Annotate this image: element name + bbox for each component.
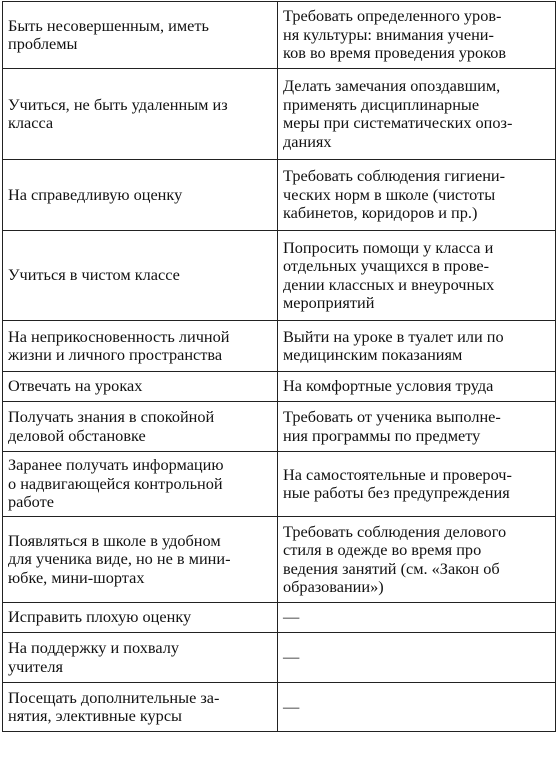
cell-line: Попросить помощи у класса и	[283, 237, 494, 257]
left-cell	[3, 517, 278, 603]
table-row	[3, 2, 556, 69]
table-row	[3, 603, 556, 633]
table-row	[3, 321, 556, 372]
cell-line: ков во время проведения уроков	[283, 43, 507, 63]
right-cell	[278, 517, 556, 603]
cell-line: Посещать дополнительные за-	[8, 687, 220, 707]
left-cell	[3, 231, 278, 321]
cell-line: образовании»)	[283, 577, 384, 596]
right-cell	[278, 160, 556, 231]
right-cell	[278, 372, 556, 402]
cell-line: меры при систематических опоз-	[283, 113, 513, 132]
right-cell	[278, 69, 556, 160]
cell-line: дении классных и внеурочных	[283, 274, 495, 294]
cell-line: применять дисциплинарные	[283, 94, 480, 114]
cell-line: кабинетов, коридоров и пр.)	[283, 203, 478, 223]
right-cell	[278, 603, 556, 633]
right-cell	[278, 321, 556, 372]
cell-line: Заранее получать информацию	[8, 455, 224, 475]
cell-line: Требовать от ученика выполне-	[283, 407, 501, 426]
left-cell	[3, 402, 278, 452]
cell-line: Учиться, не быть удаленным из	[8, 94, 228, 114]
right-cell	[278, 633, 556, 683]
left-cell	[3, 2, 278, 69]
cell-line: нятия, элективные курсы	[8, 706, 182, 725]
left-cell	[3, 683, 278, 732]
cell-line: Появляться в школе в удобном	[8, 530, 221, 550]
right-cell	[278, 2, 556, 69]
cell-line: работе	[8, 492, 54, 512]
cell-line: Учиться в чистом классе	[8, 265, 180, 285]
right-cell	[278, 402, 556, 452]
cell-line: Получать знания в спокойной	[8, 407, 215, 426]
cell-line: —	[283, 696, 300, 716]
cell-line: ведения занятий (см. «Закон об	[283, 558, 500, 578]
cell-line: —	[283, 647, 300, 667]
right-cell	[278, 683, 556, 732]
cell-line: На комфортные условия труда	[283, 376, 494, 396]
cell-line: На самостоятельные и провероч-	[283, 464, 512, 484]
left-cell	[3, 633, 278, 683]
cell-line: На справедливую оценку	[8, 184, 183, 204]
cell-line: Требовать соблюдения делового	[283, 521, 507, 541]
cell-line: ные работы без предупреждения	[283, 483, 510, 502]
cell-line: учителя	[8, 656, 63, 676]
cell-line: Отвечать на уроках	[8, 376, 143, 396]
cell-line: Делать замечания опоздавшим,	[283, 76, 501, 95]
cell-line: Выйти на уроке в туалет или по	[283, 326, 504, 346]
cell-line: проблемы	[8, 34, 78, 53]
cell-line: жизни и личного пространства	[8, 345, 223, 364]
table-row	[3, 231, 556, 321]
cell-line: класса	[8, 113, 54, 132]
table-row	[3, 683, 556, 732]
rights-duties-table	[2, 1, 556, 732]
left-cell	[3, 321, 278, 372]
right-cell	[278, 231, 556, 321]
left-cell	[3, 372, 278, 402]
left-cell	[3, 603, 278, 633]
left-cell	[3, 452, 278, 517]
cell-line: юбке, мини-шортах	[8, 567, 145, 587]
left-cell	[3, 69, 278, 160]
cell-line: —	[283, 607, 300, 627]
cell-line: ческих норм в школе (чистоты	[283, 184, 496, 204]
cell-line: ния программы по предмету	[283, 425, 481, 445]
cell-line: стиля в одежде во время про	[283, 540, 482, 559]
cell-line: отдельных учащихся в прове-	[283, 256, 490, 275]
cell-line: Требовать определенного уров-	[283, 6, 502, 26]
table-row	[3, 69, 556, 160]
cell-line: деловой обстановке	[8, 425, 146, 445]
cell-line: мероприятий	[283, 293, 375, 312]
cell-line: Исправить плохую оценку	[8, 607, 192, 627]
table-row	[3, 452, 556, 517]
cell-line: даниях	[283, 131, 332, 151]
cell-line: о надвигающейся контрольной	[8, 473, 223, 493]
cell-line: Требовать соблюдения гигиени-	[283, 166, 506, 186]
cell-line: На поддержку и похвалу	[8, 638, 179, 657]
left-cell	[3, 160, 278, 231]
cell-line: для ученика виде, но не в мини-	[8, 549, 231, 569]
cell-line: На неприкосновенность личной	[8, 326, 230, 346]
table-body	[3, 2, 556, 732]
table-row	[3, 633, 556, 683]
cell-line: Быть несовершенным, иметь	[8, 15, 209, 35]
cell-line: ня культуры: внимания учени-	[283, 24, 494, 44]
table-row	[3, 517, 556, 603]
table-row	[3, 160, 556, 231]
table-row	[3, 372, 556, 402]
right-cell	[278, 452, 556, 517]
table-row	[3, 402, 556, 452]
cell-line: медицинским показаниям	[283, 345, 463, 364]
